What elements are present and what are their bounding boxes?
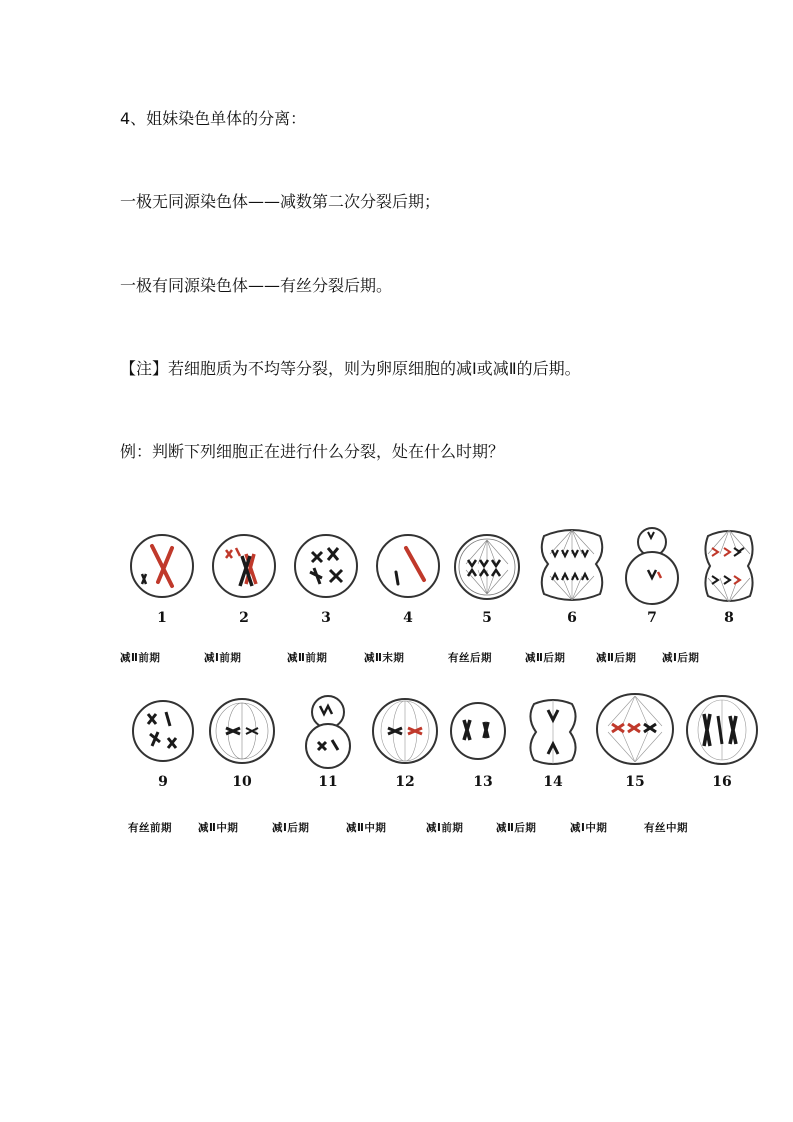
cell-diagram-14 (524, 696, 582, 768)
cell-division-figure (120, 520, 760, 850)
cell-diagram-6 (534, 524, 610, 606)
answer-8: 减Ⅰ后期 (662, 652, 700, 664)
cell-number-8: 8 (724, 610, 734, 626)
cell-number-2: 2 (239, 610, 249, 626)
answer-2: 减Ⅰ前期 (204, 652, 242, 664)
cell-diagram-10 (206, 696, 278, 766)
cell-diagram-11 (298, 692, 358, 772)
answer-15: 减Ⅰ中期 (570, 822, 608, 834)
cell-diagram-3 (292, 532, 360, 600)
cell-number-16: 16 (712, 774, 732, 790)
cell-number-3: 3 (321, 610, 331, 626)
cell-number-15: 15 (625, 774, 645, 790)
cell-number-13: 13 (473, 774, 493, 790)
answer-11: 减Ⅰ后期 (272, 822, 310, 834)
answer-13: 减Ⅰ前期 (426, 822, 464, 834)
cell-diagram-7 (620, 522, 684, 606)
cell-diagram-16 (684, 692, 760, 768)
cell-number-4: 4 (403, 610, 413, 626)
example-question: 例：判断下列细胞正在进行什么分裂，处在什么时期？ (120, 442, 505, 461)
answer-6: 减Ⅱ后期 (525, 652, 566, 664)
cell-number-9: 9 (158, 774, 168, 790)
cell-number-7: 7 (647, 610, 657, 626)
answer-12: 减Ⅱ中期 (346, 822, 387, 834)
cell-diagram-4 (374, 532, 442, 600)
answer-10: 减Ⅱ中期 (198, 822, 239, 834)
cell-diagram-12 (370, 696, 440, 766)
answer-3: 减Ⅱ前期 (287, 652, 328, 664)
cell-diagram-13 (448, 700, 508, 762)
cell-number-10: 10 (232, 774, 252, 790)
answer-14: 减Ⅱ后期 (496, 822, 537, 834)
cell-number-6: 6 (567, 610, 577, 626)
cell-diagram-1 (128, 532, 196, 600)
answer-1: 减Ⅱ前期 (120, 652, 161, 664)
cell-number-11: 11 (318, 774, 338, 790)
cell-diagram-9 (130, 698, 196, 764)
rule-no-homologous: 一极无同源染色体——减数第二次分裂后期； (120, 192, 441, 211)
answer-7: 减Ⅱ后期 (596, 652, 637, 664)
cell-diagram-8 (698, 526, 760, 606)
cell-number-5: 5 (482, 610, 492, 626)
answer-5: 有丝后期 (448, 652, 492, 664)
rule-has-homologous: 一极有同源染色体——有丝分裂后期。 (120, 276, 393, 295)
answer-9: 有丝前期 (128, 822, 172, 834)
answer-4: 减Ⅱ末期 (364, 652, 405, 664)
answer-16: 有丝中期 (644, 822, 688, 834)
cell-diagram-2 (210, 532, 278, 600)
heading-sister-chromatid-separation: 4、姐妹染色单体的分离： (120, 109, 307, 128)
cell-number-12: 12 (395, 774, 415, 790)
cell-number-1: 1 (157, 610, 167, 626)
cell-diagram-5 (452, 532, 522, 602)
cell-number-14: 14 (543, 774, 563, 790)
cell-diagram-15 (594, 690, 676, 768)
note-unequal-cytoplasm: 【注】若细胞质为不均等分裂，则为卵原细胞的减Ⅰ或减Ⅱ的后期。 (120, 359, 581, 378)
